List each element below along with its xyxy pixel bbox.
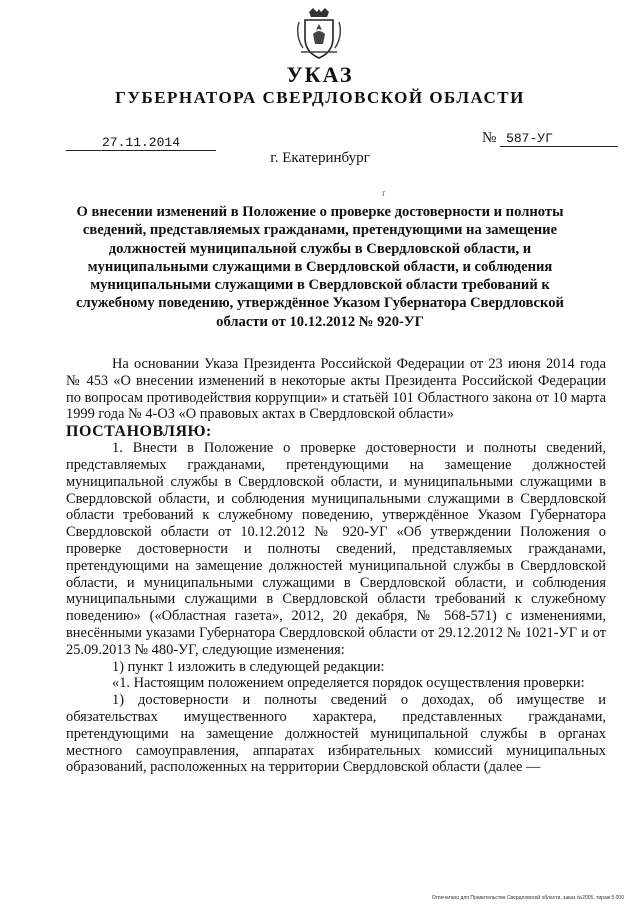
document-title: УКАЗ (286, 62, 354, 87)
item-1-paragraph: 1. Внести в Положение о проверке достоверности и полноты сведений, представляемых гражданами, претендующими на замещение должностей муниципальной службы в Свердловской области, и муниципальными служащими в Свердловской области, и соблюдения муниципальными служащими в Свердловской области требований к служебному поведению, утверждённое Указом Губернатора Свердловской области от 10.12.2012 № 920-УГ «Об утверждении Положения о проверке достоверности и полноты сведений, представляемых гражданами, претендующими на замещение должностей муниципальной службы в Свердловской области, и муниципальными служащими в Свердловской области, и соблюдения муниципальными служащими в Свердловской области требований к служебному поведению» («Областная газета», 2012, 20 декабря, № 568-571) с изменениями, внесёнными указами Губернатора Свердловской области от 29.12.2012 № 1021-УГ и от 25.09.2013 № 480-УГ, следующие изменения: (66, 440, 606, 658)
decree-city: г. Екатеринбург (270, 150, 370, 166)
number-label: № (482, 130, 497, 146)
decree-body (66, 356, 606, 776)
scan-mark: ґ (382, 188, 386, 198)
decree-date: 27.11.2014 (66, 135, 216, 151)
document-subtitle: ГУБЕРНАТОРА СВЕРДЛОВСКОЙ ОБЛАСТИ (115, 88, 525, 107)
decree-subject: О внесении изменений в Положение о проверке достоверности и полноты сведений, представляемых гражданами, претендующими на замещение должностей муниципальной службы в Свердловской области, и муниципальными служащими в Свердловской области, и соблюдения муниципальными служащими в Свердловской области требований к служебному поведению, утверждённое Указом Губернатора Свердловской области от 10.12.2012 № 920-УГ (76, 204, 564, 330)
decree-word: ПОСТАНОВЛЯЮ: (66, 423, 212, 441)
decree-number-field (482, 130, 618, 147)
print-footer: Отпечатано для Правительства Свердловской области, заказ №2005, тираж 5 000 (431, 895, 624, 901)
quote-1-1-paragraph: 1) достоверности и полноты сведений о доходах, об имуществе и обязательствах имущественного характера, представленных гражданами, претендующими на замещение должностей муниципальной службы в органах местного самоуправления, аппаратах избирательных комиссий муниципальных образований, расположенных на территории Свердловской области (далее — (66, 692, 606, 776)
decree-number: 587-УГ (500, 131, 618, 147)
quote-1-paragraph: «1. Настоящим положением определяется порядок осуществления проверки: (112, 675, 585, 692)
coat-of-arms-icon (295, 8, 343, 60)
item-1-1-paragraph: 1) пункт 1 изложить в следующей редакции: (112, 658, 385, 675)
preamble-paragraph: На основании Указа Президента Российской Федерации от 23 июня 2014 года № 453 «О внесении изменений в некоторые акты Президента Российской Федерации по вопросам противодействия коррупции» и статьёй 101 Областного закона от 10 марта 1999 года № 4-ОЗ «О правовых актах в Свердловской области» (66, 356, 606, 423)
